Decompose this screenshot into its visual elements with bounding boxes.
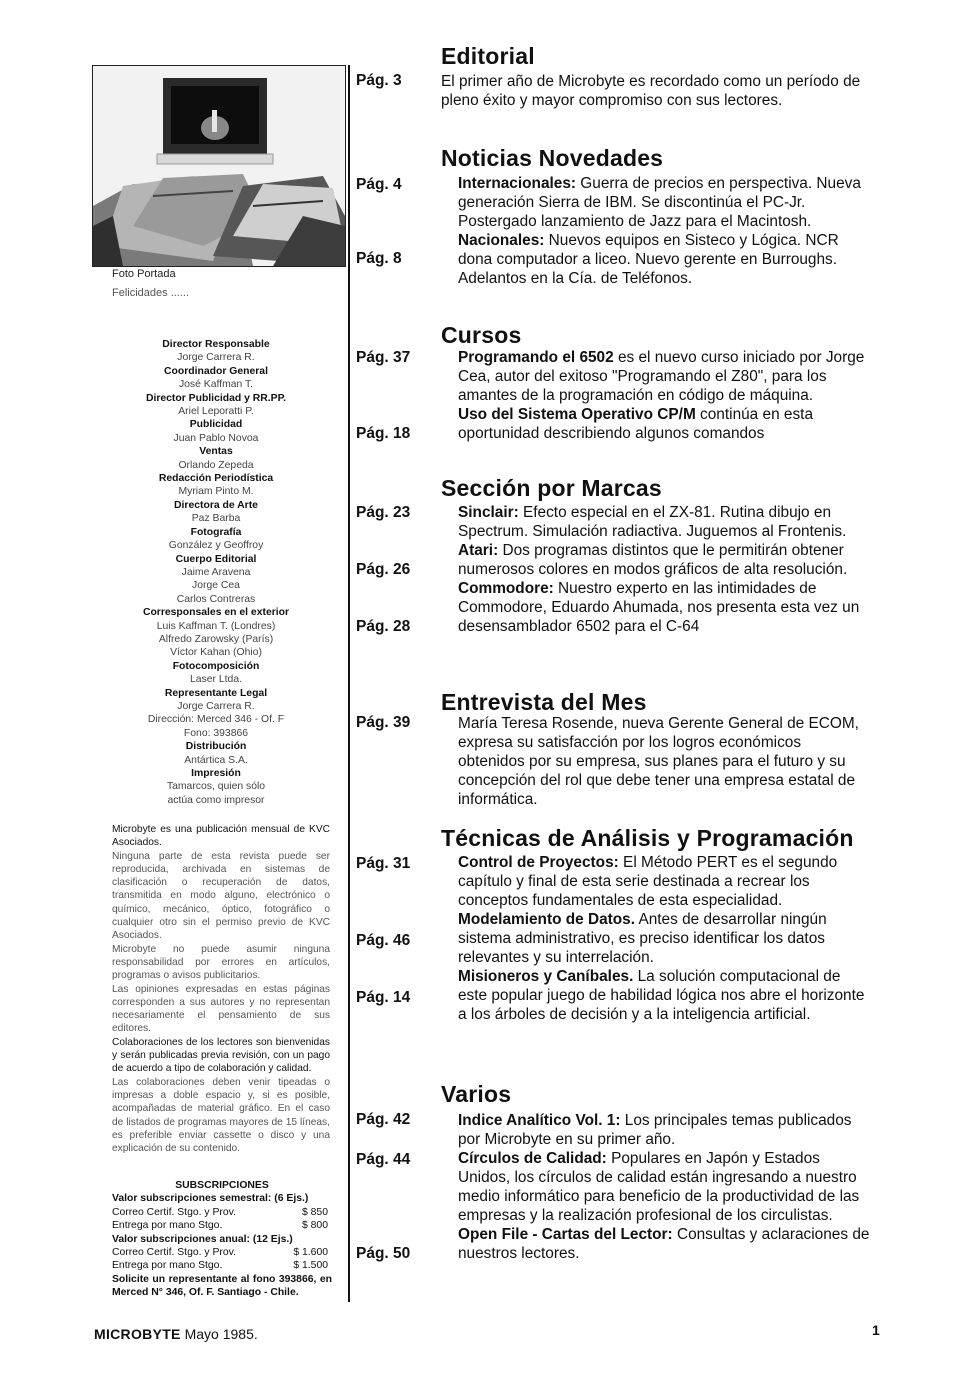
section-heading-marcas: Sección por Marcas: [441, 475, 662, 501]
cover-photo-illustration: [93, 66, 345, 266]
staff-role: Cuerpo Editorial: [175, 553, 257, 565]
price-label: Correo Certif. Stgo. y Prov.: [112, 1247, 236, 1259]
staff-role: Impresión: [191, 768, 241, 779]
price-label: Entrega por mano Stgo.: [112, 1260, 223, 1272]
staff-name: Tamarcos, quien sólo: [166, 781, 266, 793]
sinclair-body: Efecto especial en el ZX-81. Rutina dibujo en Spectrum. Simulación radiactiva. Juguemos al Frontenis.: [458, 504, 847, 540]
cursos-text: [441, 348, 871, 443]
editorial-text: [441, 72, 871, 110]
staff-role: Directora de Arte: [174, 499, 258, 511]
notice-paragraph: Microbyte es una publicación mensual de KVC Asociados.: [112, 824, 330, 849]
staff-role: Publicidad: [189, 419, 243, 431]
notice-paragraph: Microbyte no puede asumir ninguna responsabilidad por errores en artículos, programas o avisos publicitarios.: [112, 943, 330, 982]
subscriptions-contact: Solicite un representante al fono 393866, en Merced N° 346, Of. F. Santiago - Chile.: [112, 1273, 332, 1299]
marcas-item: [441, 579, 871, 636]
staff-role: Fotografía: [190, 526, 242, 538]
price-value: $ 800: [301, 1220, 328, 1232]
column-divider: [348, 65, 350, 1302]
page-ref-editorial: Pág. 3: [356, 72, 402, 89]
varios-item-label: Indice Analítico Vol. 1:: [458, 1112, 621, 1129]
tecnicas-item-label: Control de Proyectos:: [458, 854, 619, 871]
section-heading-entrevista: Entrevista del Mes: [441, 689, 647, 715]
commodore-label: Commodore:: [458, 580, 554, 597]
page-ref-atari: Pág. 26: [356, 561, 411, 578]
tecnicas-item: [441, 910, 871, 967]
price-label: Correo Certif. Stgo. y Prov.: [112, 1206, 236, 1218]
price-row: [112, 1219, 332, 1232]
notice-paragraph: Colaboraciones de los lectores son bienvenidas y serán publicadas previa revisión, con un pago de acuerdo a tipo de colaboración y calidad.: [112, 1036, 330, 1075]
varios-item-body: Populares en Japón y Estados Unidos, los círculos de calidad están ingresando a nuestro medio informático para beneficio de la productividad de las empresas y la realización profesional de los circulistas.: [458, 1150, 860, 1224]
section-heading-tecnicas: Técnicas de Análisis y Programación: [441, 825, 854, 851]
photo-caption-text: Felicidades ......: [112, 287, 190, 299]
staff-name: Ariel Leporatti P.: [178, 406, 254, 418]
staff-role: Distribución: [185, 741, 247, 753]
staff-role: Representante Legal: [164, 687, 268, 699]
page-ref-misioneros: Pág. 14: [356, 989, 411, 1006]
staff-role: Corresponsales en el exterior: [142, 607, 290, 619]
sinclair-label: Sinclair:: [458, 504, 519, 521]
cursos-item-body: es el nuevo curso iniciado por Jorge Cea, autor del exitoso "Programando el Z80", para los amantes de la programación en código de máquina.: [458, 349, 865, 404]
staff-role: Coordinador General: [164, 365, 268, 377]
subscriptions-title: SUBSCRIPCIONES: [175, 1180, 269, 1191]
staff-name: Orlando Zepeda: [178, 459, 254, 471]
internacionales-label: Internacionales:: [458, 175, 577, 192]
staff-role: Ventas: [199, 446, 233, 458]
tecnicas-text: [441, 853, 871, 1024]
staff-role: Fotocomposición: [172, 660, 260, 672]
varios-item-label: Open File - Cartas del Lector:: [458, 1226, 673, 1243]
cover-photo: [92, 65, 346, 267]
subscriptions-box: [112, 1179, 332, 1300]
notice-paragraph: Las colaboraciones deben venir tipeadas o impresas a doble espacio y, si es posible, acompañadas de material gráfico. En el caso de listados de programas mayores de 15 líneas, es preferible enviar cassette o disco y una explicación de su contenido.: [112, 1076, 330, 1155]
nacionales-body: Nuevos equipos en Sisteco y Lógica. NCR dona computador a liceo. Nuevo gerente en Burroughs. Adelantos en la Cía. de Teléfonos.: [458, 232, 839, 287]
section-heading-cursos: Cursos: [441, 322, 522, 348]
staff-name: Alfredo Zarowsky (París): [158, 633, 274, 645]
cursos-item: [441, 405, 871, 443]
commodore-body: Nuestro experto en las intimidades de Commodore, Eduardo Ahumada, nos presenta esta vez un desensamblador 6502 para el C-64: [458, 580, 860, 635]
tecnicas-item: [441, 967, 871, 1024]
varios-item: [441, 1149, 871, 1225]
varios-item: [441, 1111, 871, 1149]
price-row: [112, 1206, 332, 1219]
staff-name: Fono: 393866: [183, 727, 249, 739]
page-number: 1: [872, 1322, 880, 1338]
staff-name: Dirección: Merced 346 - Of. F: [147, 714, 285, 726]
noticias-text: [441, 174, 871, 288]
page-footer: [94, 1326, 258, 1342]
footer-brand: MICROBYTE: [94, 1326, 181, 1342]
section-heading-editorial: Editorial: [441, 43, 535, 69]
internacionales-body: Guerra de precios en perspectiva. Nueva generación Sierra de IBM. Se discontinúa el PC-Jr. Postergado lanzamiento de Jazz para el Macintosh.: [458, 175, 861, 230]
cursos-item-label: Programando el 6502: [458, 349, 614, 366]
cursos-item: [441, 348, 871, 405]
noticias-nacionales: [441, 231, 871, 288]
notice-paragraph: Las opiniones expresadas en estas páginas corresponden a sus autores y no representan necesariamente el pensamiento de sus editores.: [112, 983, 330, 1035]
photo-caption-title: Foto Portada: [112, 268, 176, 280]
staff-role: Director Responsable: [162, 339, 270, 350]
varios-item-label: Círculos de Calidad:: [458, 1150, 607, 1167]
marcas-item: [441, 503, 871, 541]
staff-name: José Kaffman T.: [178, 379, 254, 391]
price-value: $ 1.500: [293, 1260, 328, 1272]
semestral-label: Valor subscripciones semestral: (6 Ejs.): [112, 1193, 309, 1205]
tecnicas-item-label: Modelamiento de Datos.: [458, 911, 636, 928]
page-ref-datos: Pág. 46: [356, 932, 411, 949]
staff-name: Juan Pablo Novoa: [173, 432, 259, 444]
staff-name: actúa como impresor: [167, 794, 265, 806]
cursos-item-label: Uso del Sistema Operativo CP/M: [458, 406, 696, 423]
staff-name: Víctor Kahan (Ohio): [170, 647, 262, 659]
price-label: Entrega por mano Stgo.: [112, 1220, 223, 1232]
page-ref-openfile: Pág. 50: [356, 1245, 411, 1262]
price-value: $ 1.600: [293, 1247, 328, 1259]
entrevista-text: [441, 714, 871, 809]
staff-name: Jaime Aravena: [181, 566, 251, 578]
price-row: [112, 1246, 332, 1259]
anual-label: Valor subscripciones anual: (12 Ejs.): [112, 1233, 293, 1245]
varios-item: [441, 1225, 871, 1263]
varios-text: [441, 1111, 871, 1263]
staff-name: Myriam Pinto M.: [178, 486, 254, 498]
staff-name: Carlos Contreras: [176, 593, 256, 605]
page-ref-commodore: Pág. 28: [356, 618, 411, 635]
staff-role: Redacción Periodística: [158, 473, 274, 485]
staff-name: Luis Kaffman T. (Londres): [156, 620, 276, 632]
staff-name: Paz Barba: [191, 513, 241, 525]
page-ref-indice: Pág. 42: [356, 1111, 411, 1128]
legal-notice: [112, 823, 330, 1155]
cursos-item-body: continúa en esta oportunidad describiendo algunos comandos: [458, 406, 814, 442]
noticias-internacionales: [441, 174, 871, 231]
tecnicas-item-label: Misioneros y Caníbales.: [458, 968, 634, 985]
page-ref-nacionales: Pág. 8: [356, 250, 402, 267]
tecnicas-item-body: Antes de desarrollar ningún sistema administrativo, es preciso identificar los datos relevantes y su interrelación.: [458, 911, 827, 966]
staff-role: Director Publicidad y RR.PP.: [145, 392, 287, 404]
tecnicas-item: [441, 853, 871, 910]
staff-masthead: [110, 338, 322, 807]
tecnicas-item-body: El Método PERT es el segundo capítulo y final de esta serie destinada a recrear los conceptos fundamentales de esta especialidad.: [458, 854, 838, 909]
notice-paragraph: Ninguna parte de esta revista puede ser reproducida, archivada en sistemas de clasificación o recuperación de datos, transmitida en modo alguno, electrónico o químico, mecánico, óptico, fotográfico o cualquier otro sin el permiso previo de KVC Asociados.: [112, 850, 330, 942]
atari-body: Dos programas distintos que le permitirán obtener numerosos colores en modos gráficos de alta resolución.: [458, 542, 848, 578]
atari-label: Atari:: [458, 542, 499, 559]
varios-item-body: Los principales temas publicados por Microbyte en su primer año.: [458, 1112, 852, 1148]
staff-name: Jorge Carrera R.: [177, 352, 255, 364]
price-value: $ 850: [301, 1206, 328, 1218]
section-heading-varios: Varios: [441, 1081, 512, 1107]
editorial-body: El primer año de Microbyte es recordado como un período de pleno éxito y mayor compromiso con sus lectores.: [441, 73, 861, 109]
page-ref-6502: Pág. 37: [356, 349, 411, 366]
page-ref-circulos: Pág. 44: [356, 1151, 411, 1168]
footer-date: Mayo 1985.: [180, 1326, 258, 1342]
page-ref-proyectos: Pág. 31: [356, 855, 411, 872]
staff-name: González y Geoffroy: [168, 540, 264, 552]
staff-name: Jorge Cea: [192, 580, 240, 592]
nacionales-label: Nacionales:: [458, 232, 545, 249]
staff-name: Laser Ltda.: [190, 674, 242, 686]
entrevista-body: María Teresa Rosende, nueva Gerente General de ECOM, expresa su satisfacción por los logros económicos obtenidos por su empresa, sus planes para el futuro y su concepción del rol que debe tener una empresa estatal de informática.: [458, 715, 859, 808]
marcas-text: [441, 503, 871, 636]
page-ref-sinclair: Pág. 23: [356, 504, 411, 521]
staff-name: Jorge Carrera R.: [177, 700, 255, 712]
page-ref-internacionales: Pág. 4: [356, 176, 402, 193]
varios-item-body: Consultas y aclaraciones de nuestros lectores.: [458, 1226, 870, 1262]
section-heading-noticias: Noticias Novedades: [441, 145, 664, 171]
page-ref-entrevista: Pág. 39: [356, 714, 411, 731]
marcas-item: [441, 541, 871, 579]
price-row: [112, 1259, 332, 1272]
staff-name: Antártica S.A.: [184, 754, 248, 766]
page-ref-cpm: Pág. 18: [356, 425, 411, 442]
tecnicas-item-body: La solución computacional de este popular juego de habilidad lógica nos abre el horizonte a los árboles de decisión y a la inteligencia artificial.: [458, 968, 865, 1023]
